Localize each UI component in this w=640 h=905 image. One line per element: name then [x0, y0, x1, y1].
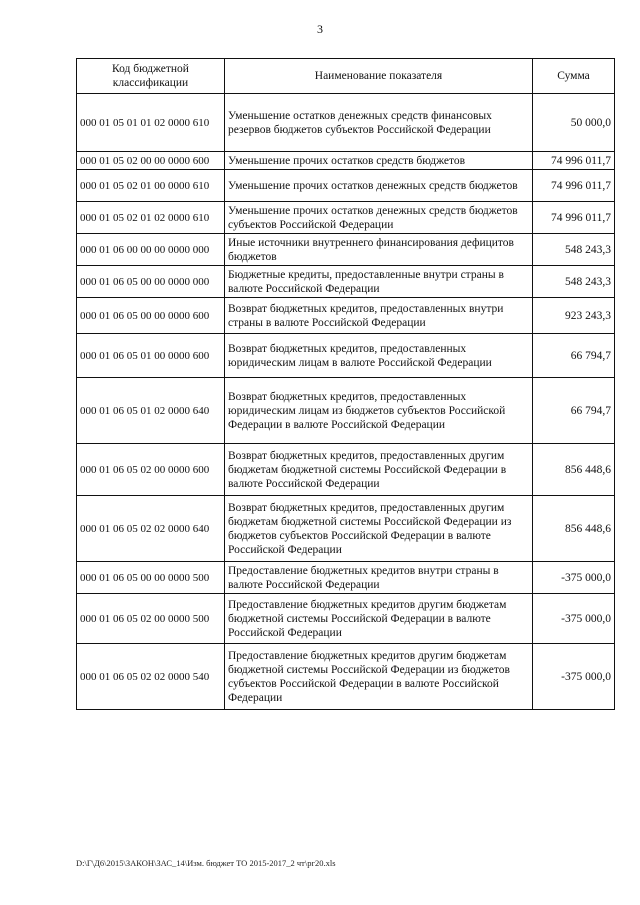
cell-code: 000 01 06 05 00 00 0000 500 [77, 562, 225, 594]
cell-sum: 50 000,0 [533, 94, 615, 152]
cell-name: Возврат бюджетных кредитов, предоставленных внутри страны в валюте Российской Федерации [225, 298, 533, 334]
table-row [77, 594, 615, 644]
cell-code: 000 01 06 05 02 02 0000 640 [77, 496, 225, 562]
cell-sum: 856 448,6 [533, 444, 615, 496]
cell-sum: 74 996 011,7 [533, 152, 615, 170]
footer-file-path: D:\Г\Д6\2015\ЗАКОН\ЗАС_14\Изм. бюджет ТО 2015-2017_2 чт\рг20.xls [76, 858, 336, 868]
table-row [77, 496, 615, 562]
cell-sum: 856 448,6 [533, 496, 615, 562]
header-name: Наименование показателя [225, 59, 533, 94]
table-row [77, 644, 615, 710]
table-row [77, 202, 615, 234]
cell-name: Уменьшение прочих остатков денежных средств бюджетов субъектов Российской Федерации [225, 202, 533, 234]
cell-name: Предоставление бюджетных кредитов внутри страны в валюте Российской Федерации [225, 562, 533, 594]
cell-code: 000 01 06 05 01 02 0000 640 [77, 378, 225, 444]
cell-name: Бюджетные кредиты, предоставленные внутри страны в валюте Российской Федерации [225, 266, 533, 298]
table-row [77, 298, 615, 334]
cell-sum: -375 000,0 [533, 594, 615, 644]
header-sum: Сумма [533, 59, 615, 94]
cell-code: 000 01 06 05 00 00 0000 000 [77, 266, 225, 298]
page-number: 3 [317, 22, 323, 36]
table-row [77, 94, 615, 152]
cell-sum: 74 996 011,7 [533, 202, 615, 234]
table-row [77, 152, 615, 170]
cell-name: Уменьшение остатков денежных средств финансовых резервов бюджетов субъектов Российской Федерации [225, 94, 533, 152]
table-row [77, 170, 615, 202]
cell-sum: 66 794,7 [533, 378, 615, 444]
table-row [77, 266, 615, 298]
cell-code: 000 01 05 02 01 00 0000 610 [77, 170, 225, 202]
cell-name: Уменьшение прочих остатков денежных средств бюджетов [225, 170, 533, 202]
cell-code: 000 01 06 00 00 00 0000 000 [77, 234, 225, 266]
cell-code: 000 01 06 05 01 00 0000 600 [77, 334, 225, 378]
table-row [77, 562, 615, 594]
cell-name: Иные источники внутреннего финансирования дефицитов бюджетов [225, 234, 533, 266]
cell-name: Уменьшение прочих остатков средств бюджетов [225, 152, 533, 170]
cell-sum: 548 243,3 [533, 266, 615, 298]
table-row [77, 444, 615, 496]
header-code: Код бюджетной классификации [77, 59, 225, 94]
cell-code: 000 01 05 02 00 00 0000 600 [77, 152, 225, 170]
table-header-row [77, 59, 615, 94]
cell-code: 000 01 05 02 01 02 0000 610 [77, 202, 225, 234]
cell-name: Предоставление бюджетных кредитов другим бюджетам бюджетной системы Российской Федерации из бюджетов субъектов Российской Федерации в валюте Российской Федерации [225, 644, 533, 710]
cell-code: 000 01 06 05 02 00 0000 500 [77, 594, 225, 644]
cell-code: 000 01 06 05 00 00 0000 600 [77, 298, 225, 334]
cell-name: Предоставление бюджетных кредитов другим бюджетам бюджетной системы Российской Федерации в валюте Российской Федерации [225, 594, 533, 644]
cell-code: 000 01 06 05 02 00 0000 600 [77, 444, 225, 496]
cell-sum: 66 794,7 [533, 334, 615, 378]
cell-sum: 74 996 011,7 [533, 170, 615, 202]
cell-name: Возврат бюджетных кредитов, предоставленных юридическим лицам из бюджетов субъектов Российской Федерации в валюте Российской Федерации [225, 378, 533, 444]
cell-name: Возврат бюджетных кредитов, предоставленных юридическим лицам в валюте Российской Федерации [225, 334, 533, 378]
cell-code: 000 01 06 05 02 02 0000 540 [77, 644, 225, 710]
cell-code: 000 01 05 01 01 02 0000 610 [77, 94, 225, 152]
cell-name: Возврат бюджетных кредитов, предоставленных другим бюджетам бюджетной системы Российской Федерации в валюте Российской Федерации [225, 444, 533, 496]
cell-sum: 923 243,3 [533, 298, 615, 334]
table-row [77, 234, 615, 266]
cell-name: Возврат бюджетных кредитов, предоставленных другим бюджетам бюджетной системы Российской Федерации из бюджетов субъектов Российской Федерации в валюте Российской Федерации [225, 496, 533, 562]
budget-sources-table [76, 58, 615, 710]
cell-sum: -375 000,0 [533, 644, 615, 710]
cell-sum: -375 000,0 [533, 562, 615, 594]
table-row [77, 334, 615, 378]
table-row [77, 378, 615, 444]
cell-sum: 548 243,3 [533, 234, 615, 266]
